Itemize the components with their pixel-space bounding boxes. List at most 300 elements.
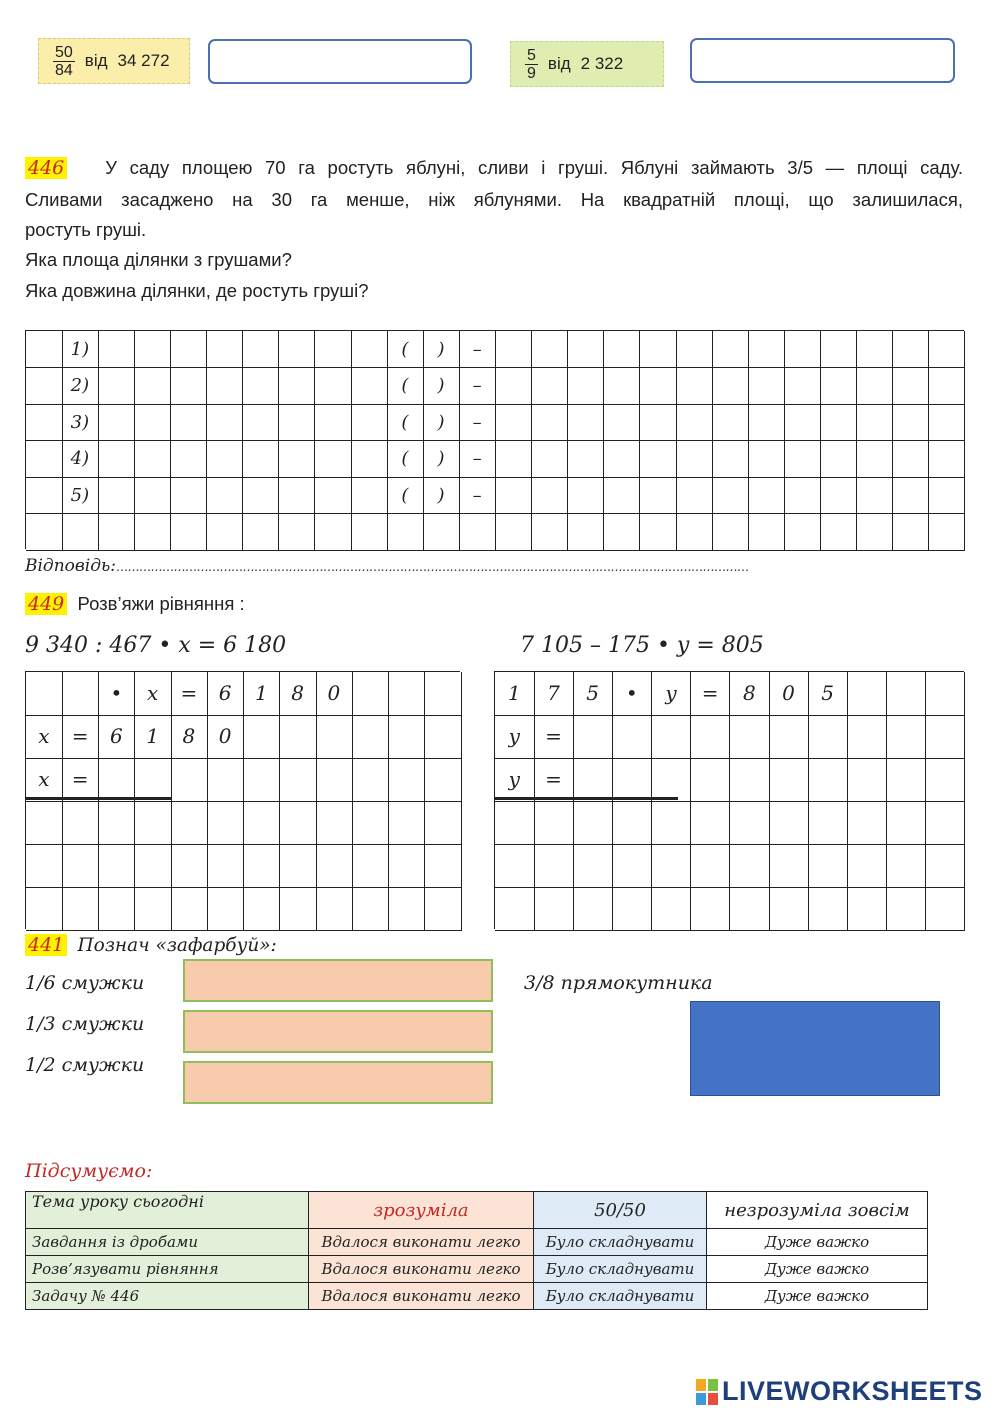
grid-cell[interactable] [691, 801, 731, 845]
grid-cell[interactable] [821, 514, 858, 551]
grid-cell[interactable] [171, 801, 208, 845]
grid-cell[interactable] [568, 368, 605, 405]
grid-cell[interactable] [280, 844, 317, 888]
grid-cell[interactable] [568, 331, 605, 368]
grid-cell[interactable] [98, 441, 135, 478]
grid-cell[interactable] [926, 672, 966, 716]
grid-cell[interactable] [171, 887, 208, 931]
grid-cell[interactable] [887, 758, 927, 802]
grid-cell[interactable] [495, 801, 535, 845]
grid-cell[interactable] [857, 368, 894, 405]
grid-cell[interactable] [134, 368, 171, 405]
grid-cell[interactable] [98, 331, 135, 368]
grid-cell[interactable] [170, 477, 207, 514]
grid-cell[interactable] [244, 887, 281, 931]
grid-cell[interactable] [207, 368, 244, 405]
grid-cell[interactable] [134, 477, 171, 514]
grid-cell[interactable] [351, 404, 388, 441]
grid-cell[interactable] [730, 715, 770, 759]
grid-cell[interactable] [243, 368, 280, 405]
row-topic: Завдання із дробами [26, 1229, 309, 1256]
grid-cell[interactable] [748, 514, 785, 551]
grid-cell[interactable] [848, 801, 888, 845]
grid-cell[interactable] [821, 404, 858, 441]
grid-cell[interactable] [887, 887, 927, 931]
grid-cell[interactable] [652, 715, 692, 759]
grid-cell[interactable] [62, 672, 99, 716]
grid-cell[interactable] [26, 887, 63, 931]
grid-cell[interactable] [98, 368, 135, 405]
grid-cell[interactable] [280, 758, 317, 802]
grid-cell[interactable] [821, 441, 858, 478]
grid-cell[interactable] [170, 514, 207, 551]
grid-cell[interactable] [821, 477, 858, 514]
grid-cell[interactable] [532, 514, 569, 551]
grid-cell[interactable] [134, 404, 171, 441]
open-paren: ( [387, 404, 424, 441]
grid-cell[interactable] [857, 477, 894, 514]
grid-cell[interactable] [532, 404, 569, 441]
row-topic: Розв’язувати рівняння [26, 1256, 309, 1283]
grid-cell[interactable] [170, 441, 207, 478]
grid-cell[interactable] [604, 404, 641, 441]
grid-cell[interactable] [387, 514, 424, 551]
grid-cell[interactable] [848, 715, 888, 759]
grid-cell[interactable] [676, 368, 713, 405]
grid-cell[interactable] [244, 844, 281, 888]
grid-cell[interactable] [532, 331, 569, 368]
grid-cell[interactable] [26, 514, 63, 551]
grid-cell[interactable] [808, 801, 848, 845]
grid-cell[interactable] [926, 715, 966, 759]
grid-cell[interactable] [389, 758, 426, 802]
answer-input-1[interactable] [208, 39, 472, 84]
grid-cell[interactable] [676, 477, 713, 514]
grid-cell[interactable] [459, 514, 496, 551]
solution-grid-446 [25, 330, 964, 549]
grid-cell[interactable] [887, 801, 927, 845]
table-row [26, 1229, 928, 1256]
grid-cell[interactable] [26, 672, 63, 716]
dash: – [459, 331, 496, 368]
grid-cell[interactable] [315, 404, 352, 441]
grid-cell[interactable] [315, 514, 352, 551]
grid-cell[interactable] [730, 887, 770, 931]
grid-cell[interactable] [712, 441, 749, 478]
grid-cell[interactable] [929, 477, 966, 514]
grid-cell: x [26, 715, 63, 759]
grid-cell[interactable] [784, 368, 821, 405]
grid-cell[interactable] [207, 514, 244, 551]
grid-cell[interactable] [893, 477, 930, 514]
grid-cell[interactable] [135, 844, 172, 888]
grid-cell[interactable] [857, 404, 894, 441]
grid-cell[interactable] [640, 477, 677, 514]
grid-cell[interactable] [244, 758, 281, 802]
grid-cell[interactable] [926, 844, 966, 888]
grid-cell[interactable] [170, 404, 207, 441]
grid-cell[interactable] [532, 477, 569, 514]
grid-cell[interactable] [170, 368, 207, 405]
answer-label: Відповідь: [25, 556, 116, 576]
grid-cell: 8 [730, 672, 770, 716]
grid-cell[interactable] [784, 441, 821, 478]
grid-cell[interactable] [893, 368, 930, 405]
step-number: 5) [62, 477, 99, 514]
grid-cell[interactable] [712, 514, 749, 551]
grid-cell: • [99, 672, 136, 716]
grid-cell[interactable] [243, 477, 280, 514]
grid-cell[interactable] [99, 801, 136, 845]
grid-cell[interactable] [26, 477, 63, 514]
grid-cell: x [26, 758, 63, 802]
grid-cell[interactable] [821, 331, 858, 368]
grid-cell[interactable] [279, 514, 316, 551]
grid-cell[interactable] [496, 441, 533, 478]
grid-cell[interactable] [316, 844, 353, 888]
grid-cell[interactable] [604, 514, 641, 551]
rectangle[interactable] [690, 1001, 940, 1096]
grid-cell[interactable] [351, 331, 388, 368]
grid-cell[interactable] [496, 514, 533, 551]
grid-cell[interactable] [62, 887, 99, 931]
grid-cell[interactable] [316, 887, 353, 931]
grid-cell[interactable] [926, 887, 966, 931]
grid-cell[interactable] [748, 477, 785, 514]
grid-cell[interactable] [207, 331, 244, 368]
open-paren: ( [387, 441, 424, 478]
grid-cell[interactable] [425, 672, 462, 716]
grid-cell[interactable] [604, 331, 641, 368]
grid-cell[interactable] [568, 404, 605, 441]
grid-cell[interactable] [808, 887, 848, 931]
grid-cell[interactable] [712, 368, 749, 405]
grid-cell[interactable] [389, 715, 426, 759]
open-paren: ( [387, 477, 424, 514]
grid-cell[interactable] [26, 368, 63, 405]
grid-cell: y [652, 672, 692, 716]
grid-cell[interactable] [425, 844, 462, 888]
task-446-question1: Яка площа ділянки з грушами? [25, 249, 292, 270]
grid-cell[interactable] [26, 404, 63, 441]
header-understood[interactable]: зрозуміла [309, 1192, 534, 1229]
grid-cell[interactable] [389, 672, 426, 716]
grid-cell[interactable] [613, 887, 653, 931]
grid-cell[interactable] [652, 844, 692, 888]
grid-cell[interactable] [929, 368, 966, 405]
grid-cell[interactable] [857, 441, 894, 478]
grid-cell[interactable] [691, 758, 731, 802]
grid-cell[interactable] [99, 887, 136, 931]
grid-cell[interactable] [280, 801, 317, 845]
grid-cell[interactable] [929, 404, 966, 441]
grid-cell[interactable] [676, 441, 713, 478]
grid-cell[interactable] [244, 801, 281, 845]
grid-cell[interactable] [613, 801, 653, 845]
grid-cell[interactable] [712, 477, 749, 514]
grid-cell[interactable] [848, 844, 888, 888]
grid-cell[interactable] [389, 887, 426, 931]
grid-cell[interactable] [315, 331, 352, 368]
grid-cell[interactable] [207, 404, 244, 441]
strip-label-3: 1/2 смужки [25, 1054, 145, 1076]
grid-cell[interactable] [389, 844, 426, 888]
grid-cell[interactable] [769, 758, 809, 802]
grid-cell[interactable] [730, 844, 770, 888]
grid-cell[interactable] [279, 441, 316, 478]
grid-cell[interactable] [532, 368, 569, 405]
grid-cell[interactable] [279, 368, 316, 405]
grid-cell[interactable] [640, 441, 677, 478]
fraction [53, 44, 75, 79]
grid-cell[interactable] [62, 801, 99, 845]
grid-cell[interactable] [691, 715, 731, 759]
grid-cell[interactable] [135, 801, 172, 845]
option-easy[interactable]: Вдалося виконати легко [309, 1229, 534, 1256]
grid-cell[interactable] [532, 441, 569, 478]
grid-cell[interactable] [676, 514, 713, 551]
grid-cell[interactable] [171, 844, 208, 888]
grid-cell[interactable] [280, 715, 317, 759]
grid-cell[interactable] [784, 331, 821, 368]
grid-cell[interactable] [640, 368, 677, 405]
grid-cell[interactable] [279, 477, 316, 514]
answer-dots[interactable]: ………………………………………………………………………………………………………………………………………………… [115, 560, 749, 574]
grid-cell[interactable] [352, 715, 389, 759]
grid-cell[interactable] [929, 514, 966, 551]
grid-cell[interactable] [315, 368, 352, 405]
grid-cell[interactable] [425, 758, 462, 802]
grid-cell[interactable] [352, 844, 389, 888]
grid-cell[interactable] [351, 477, 388, 514]
grid-cell[interactable] [243, 441, 280, 478]
grid-cell[interactable] [207, 844, 244, 888]
grid-cell[interactable] [573, 801, 613, 845]
grid-cell[interactable] [604, 441, 641, 478]
grid-cell[interactable] [893, 514, 930, 551]
strip-3[interactable] [183, 1061, 493, 1104]
grid-cell[interactable] [316, 715, 353, 759]
grid-cell[interactable] [352, 672, 389, 716]
grid-cell[interactable] [573, 844, 613, 888]
grid-cell[interactable] [99, 758, 136, 802]
grid-cell[interactable] [613, 844, 653, 888]
grid-cell[interactable] [691, 844, 731, 888]
option-very-hard[interactable]: Дуже важко [707, 1283, 928, 1310]
grid-cell[interactable] [893, 441, 930, 478]
option-easy[interactable]: Вдалося виконати легко [309, 1256, 534, 1283]
grid-cell[interactable] [207, 441, 244, 478]
task-title: Познач «зафарбуй»: [77, 935, 277, 956]
grid-cell[interactable] [613, 715, 653, 759]
grid-cell[interactable] [808, 844, 848, 888]
grid-cell[interactable] [496, 404, 533, 441]
grid-cell[interactable] [244, 715, 281, 759]
grid-cell[interactable] [243, 331, 280, 368]
grid-cell[interactable] [604, 477, 641, 514]
grid-cell[interactable] [613, 758, 653, 802]
grid-cell[interactable] [62, 844, 99, 888]
grid-cell[interactable] [568, 441, 605, 478]
grid-cell[interactable] [748, 441, 785, 478]
grid-cell[interactable] [207, 477, 244, 514]
numerator: 50 [55, 43, 73, 61]
grid-cell[interactable] [573, 887, 613, 931]
whole-value: 34 272 [117, 51, 170, 70]
option-hard[interactable]: Було складнувати [534, 1283, 707, 1310]
grid-cell[interactable] [62, 514, 99, 551]
fraction [525, 47, 538, 82]
grid-cell[interactable] [26, 801, 63, 845]
grid-cell[interactable] [730, 758, 770, 802]
grid-cell[interactable] [171, 758, 208, 802]
grid-cell[interactable] [929, 331, 966, 368]
option-very-hard[interactable]: Дуже важко [707, 1256, 928, 1283]
grid-cell[interactable] [893, 404, 930, 441]
grid-cell[interactable] [99, 844, 136, 888]
grid-cell[interactable] [573, 758, 613, 802]
grid-cell[interactable] [26, 441, 63, 478]
grid-cell[interactable] [887, 715, 927, 759]
grid-cell: = [534, 758, 574, 802]
grid-cell[interactable] [98, 477, 135, 514]
grid-cell[interactable] [135, 758, 172, 802]
option-very-hard[interactable]: Дуже важко [707, 1229, 928, 1256]
grid-cell[interactable] [280, 887, 317, 931]
grid-cell[interactable] [243, 404, 280, 441]
grid-cell[interactable] [573, 715, 613, 759]
grid-cell[interactable] [712, 404, 749, 441]
equation-2: 7 105 – 175 • y = 805 [520, 633, 764, 658]
grid-cell[interactable] [98, 404, 135, 441]
grid-cell[interactable] [26, 844, 63, 888]
grid-cell[interactable] [425, 887, 462, 931]
grid-cell[interactable] [425, 715, 462, 759]
grid-cell[interactable] [134, 331, 171, 368]
grid-cell[interactable] [652, 758, 692, 802]
grid-cell[interactable] [134, 514, 171, 551]
grid-cell[interactable] [352, 758, 389, 802]
grid-cell[interactable] [929, 441, 966, 478]
grid-cell[interactable] [652, 801, 692, 845]
grid-cell[interactable] [316, 801, 353, 845]
grid-cell[interactable] [748, 331, 785, 368]
grid-cell[interactable] [712, 331, 749, 368]
grid-cell[interactable] [769, 844, 809, 888]
grid-cell[interactable] [893, 331, 930, 368]
answer-input-2[interactable] [690, 38, 955, 83]
grid-cell[interactable] [207, 887, 244, 931]
grid-cell[interactable] [887, 672, 927, 716]
option-hard[interactable]: Було складнувати [534, 1256, 707, 1283]
grid-cell[interactable] [769, 715, 809, 759]
grid-cell[interactable] [279, 404, 316, 441]
grid-cell[interactable] [389, 801, 426, 845]
grid-cell[interactable] [352, 887, 389, 931]
grid-cell[interactable] [926, 801, 966, 845]
grid-cell[interactable] [496, 477, 533, 514]
grid-cell[interactable] [534, 801, 574, 845]
grid-cell[interactable] [352, 801, 389, 845]
grid-cell[interactable] [568, 514, 605, 551]
grid-cell[interactable] [351, 368, 388, 405]
grid-cell[interactable] [640, 331, 677, 368]
grid-cell[interactable] [423, 514, 460, 551]
grid-cell[interactable] [748, 368, 785, 405]
grid-cell[interactable] [784, 477, 821, 514]
grid-cell: 0 [207, 715, 244, 759]
grid-cell[interactable] [784, 404, 821, 441]
grid-cell[interactable] [857, 514, 894, 551]
header-not-understood[interactable]: незрозуміла зовсім [707, 1192, 928, 1229]
grid-cell[interactable] [652, 887, 692, 931]
grid-cell[interactable] [676, 331, 713, 368]
grid-cell: • [613, 672, 653, 716]
grid-cell[interactable] [857, 331, 894, 368]
grid-cell[interactable] [351, 514, 388, 551]
grid-cell[interactable] [769, 887, 809, 931]
grid-cell[interactable] [534, 844, 574, 888]
grid-cell[interactable] [926, 758, 966, 802]
grid-cell[interactable] [315, 477, 352, 514]
grid-cell[interactable] [170, 331, 207, 368]
grid-cell[interactable] [134, 441, 171, 478]
grid-cell[interactable] [848, 758, 888, 802]
grid-cell[interactable] [495, 887, 535, 931]
grid-cell[interactable] [848, 887, 888, 931]
grid-cell[interactable] [808, 758, 848, 802]
grid-cell[interactable] [640, 514, 677, 551]
option-easy[interactable]: Вдалося виконати легко [309, 1283, 534, 1310]
strip-2[interactable] [183, 1010, 493, 1053]
grid-cell[interactable] [496, 368, 533, 405]
strip-1[interactable] [183, 959, 493, 1002]
grid-cell[interactable] [135, 887, 172, 931]
grid-cell[interactable] [604, 368, 641, 405]
grid-cell[interactable] [821, 368, 858, 405]
grid-cell[interactable] [534, 887, 574, 931]
option-hard[interactable]: Було складнувати [534, 1229, 707, 1256]
grid-cell[interactable] [243, 514, 280, 551]
grid-cell[interactable] [848, 672, 888, 716]
grid-cell[interactable] [887, 844, 927, 888]
grid-cell[interactable] [495, 844, 535, 888]
grid-cell[interactable] [568, 477, 605, 514]
grid-cell[interactable] [640, 404, 677, 441]
grid-cell[interactable] [676, 404, 713, 441]
grid-cell[interactable] [316, 758, 353, 802]
grid-cell[interactable] [748, 404, 785, 441]
grid-cell[interactable] [98, 514, 135, 551]
grid-cell[interactable] [496, 331, 533, 368]
step-number: 4) [62, 441, 99, 478]
grid-cell[interactable] [730, 801, 770, 845]
header-fifty[interactable]: 50/50 [534, 1192, 707, 1229]
grid-cell[interactable] [351, 441, 388, 478]
grid-cell[interactable] [808, 715, 848, 759]
grid-cell[interactable] [784, 514, 821, 551]
grid-cell[interactable] [425, 801, 462, 845]
grid-cell[interactable] [207, 801, 244, 845]
dash: – [459, 477, 496, 514]
grid-cell[interactable] [26, 331, 63, 368]
close-paren: ) [423, 368, 460, 405]
grid-cell[interactable] [207, 758, 244, 802]
grid-cell[interactable] [315, 441, 352, 478]
grid-cell[interactable] [691, 887, 731, 931]
grid-cell[interactable] [769, 801, 809, 845]
grid-cell[interactable] [279, 331, 316, 368]
